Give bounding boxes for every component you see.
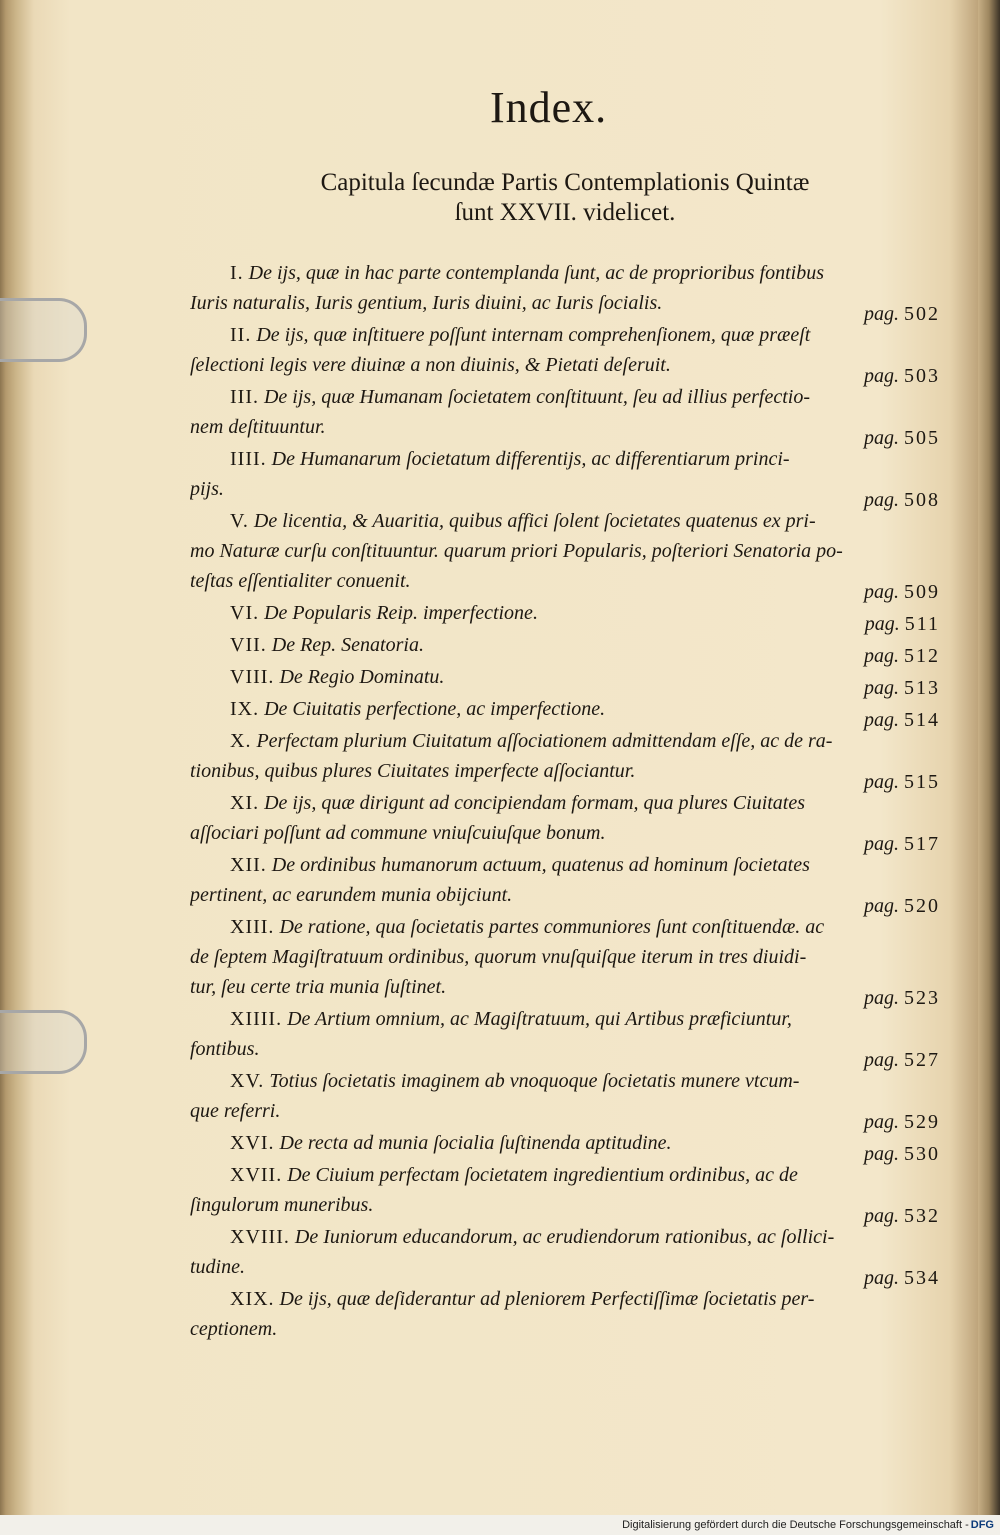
chapter-text: De Rep. Senatoria. [271, 634, 424, 656]
page-number: 509 [904, 581, 940, 603]
page-number: 517 [904, 833, 940, 855]
page-prefix: pag. [864, 645, 899, 667]
page-number: 523 [904, 987, 940, 1009]
page-prefix: pag. [864, 1143, 899, 1165]
chapter-text: de ſeptem Magiſtratuum ordinibus, quorum vnuſquiſque iterum in tres diuidi- [190, 946, 807, 968]
chapter-number: II. [230, 324, 252, 346]
page-number: 529 [904, 1111, 940, 1133]
page-prefix: pag. [864, 895, 899, 917]
page-prefix: pag. [864, 709, 899, 731]
chapter-number: XI. [230, 792, 260, 814]
page-prefix: pag. [864, 1267, 899, 1289]
chapter-line [190, 1096, 940, 1126]
chapter-line [190, 880, 940, 910]
chapter-line [190, 818, 940, 848]
chapter-entry [190, 1222, 940, 1289]
chapter-entry [190, 726, 940, 793]
page-number: 508 [904, 489, 940, 511]
page-prefix: pag. [864, 365, 899, 387]
chapter-line [190, 444, 940, 474]
chapter-line [190, 912, 940, 942]
chapter-text: pijs. [190, 478, 224, 500]
chapter-line [190, 566, 940, 596]
chapter-entry [190, 382, 940, 449]
chapter-entry [190, 850, 940, 917]
chapter-line [190, 942, 940, 972]
chapter-text: pertinent, ac earundem munia obijciunt. [190, 884, 513, 906]
chapter-entry [190, 1284, 940, 1344]
chapter-text: De ijs, quæ inſtituere poſſunt internam comprehenſionem, quæ præeſt [256, 324, 811, 346]
footer-text: Digitalisierung gefördert durch die Deutsche Forschungsgemeinschaft - [622, 1519, 969, 1531]
chapter-number: IX. [230, 698, 260, 720]
chapter-entry [190, 598, 940, 635]
chapter-text: De ijs, quæ dirigunt ad concipiendam formam, qua plures Ciuitates [264, 792, 806, 814]
chapter-number: X. [230, 730, 252, 752]
chapter-line [190, 288, 940, 318]
chapter-text: De Iuniorum educandorum, ac erudiendorum rationibus, ac ſollici- [294, 1226, 835, 1248]
chapter-text: De ordinibus humanorum actuum, quatenus ad hominum ſocietates [271, 854, 810, 876]
page-prefix: pag. [864, 677, 899, 699]
chapter-line [190, 382, 940, 412]
chapter-entry [190, 1128, 940, 1165]
chapter-entry [190, 788, 940, 855]
chapter-text: tionibus, quibus plures Ciuitates imperfecte aſſociantur. [190, 760, 636, 782]
page-number: 527 [904, 1049, 940, 1071]
chapter-number: XIX. [230, 1288, 275, 1310]
chapter-line [190, 1314, 940, 1344]
page-prefix: pag. [864, 303, 899, 325]
chapter-text: ceptionem. [190, 1318, 278, 1340]
book-edge [978, 0, 1000, 1515]
chapter-text: De Ciuitatis perfectione, ac imperfectione. [264, 698, 606, 720]
chapter-number: V. [230, 510, 249, 532]
page-prefix: pag. [864, 833, 899, 855]
chapter-entry [190, 662, 940, 699]
page-number: 505 [904, 427, 940, 449]
chapter-line [190, 1252, 940, 1282]
chapter-entry [190, 320, 940, 387]
chapter-number: III. [230, 386, 259, 408]
chapter-line [190, 598, 940, 628]
chapter-text: De licentia, & Auaritia, quibus affici ſolent ſocietates quatenus ex pri- [253, 510, 816, 532]
chapter-text: De recta ad munia ſocialia ſuſtinenda aptitudine. [279, 1132, 672, 1154]
page-prefix: pag. [864, 771, 899, 793]
chapter-text: De ijs, quæ in hac parte contemplanda ſunt, ac de proprioribus fontibus [248, 262, 825, 284]
chapter-text: De ijs, quæ deſiderantur ad pleniorem Perfectiſſimæ ſocietatis per- [279, 1288, 815, 1310]
page-prefix: pag. [864, 613, 900, 635]
chapter-line [190, 1004, 940, 1034]
chapter-number: I. [230, 262, 244, 284]
chapter-line [190, 1160, 940, 1190]
chapter-text: De Ciuium perfectam ſocietatem ingredientium ordinibus, ac de [287, 1164, 798, 1186]
chapter-entry [190, 694, 940, 731]
chapter-line [190, 1222, 940, 1252]
chapter-line [190, 1128, 940, 1158]
page-number: 502 [904, 303, 940, 325]
chapter-line [190, 788, 940, 818]
chapter-text: De Popularis Reip. imperfectione. [264, 602, 538, 624]
page-prefix: pag. [864, 489, 899, 511]
chapter-line [190, 850, 940, 880]
chapter-line [190, 536, 940, 566]
page-title: Index. [490, 83, 608, 132]
chapter-number: VIII. [230, 666, 275, 688]
chapter-line [190, 320, 940, 350]
chapter-number: XIII. [230, 916, 275, 938]
heading-line-1: Capitula ſecundæ Partis Contemplationis Quintæ [320, 169, 810, 196]
page-number: 514 [904, 709, 940, 731]
page-number: 511 [904, 613, 940, 635]
chapter-text: ſelectioni legis vere diuinæ a non diuinis, & Pietati deſeruit. [190, 354, 671, 376]
chapter-number: XII. [230, 854, 267, 876]
chapter-line [190, 350, 940, 380]
chapter-line [190, 412, 940, 442]
chapter-entry [190, 1160, 940, 1227]
page-prefix: pag. [864, 427, 899, 449]
chapter-list [190, 258, 940, 1346]
chapter-line [190, 258, 940, 288]
chapter-text: fontibus. [190, 1038, 260, 1060]
chapter-number: IIII. [230, 448, 267, 470]
chapter-text: De Humanarum ſocietatum differentijs, ac differentiarum princi- [271, 448, 790, 470]
chapter-number: VI. [230, 602, 260, 624]
chapter-line [190, 726, 940, 756]
chapter-number: VII. [230, 634, 267, 656]
page-prefix: pag. [864, 581, 899, 603]
chapter-line [190, 474, 940, 504]
chapter-line [190, 662, 940, 692]
chapter-line [190, 1034, 940, 1064]
chapter-line [190, 972, 940, 1002]
page-clip-top [0, 298, 87, 362]
chapter-text: tur, ſeu certe tria munia ſuſtinet. [190, 976, 447, 998]
page-prefix: pag. [864, 1111, 899, 1133]
page-prefix: pag. [864, 1205, 899, 1227]
chapter-text: mo Naturæ curſu conſtituuntur. quarum priori Popularis, poſteriori Senatoria po- [190, 540, 843, 562]
chapter-text: De ratione, qua ſocietatis partes communiores ſunt conſtituendæ. ac [279, 916, 825, 938]
chapter-text: teſtas eſſentialiter conuenit. [190, 570, 411, 592]
chapter-line [190, 1284, 940, 1314]
footer-bar [0, 1515, 1000, 1535]
chapter-line [190, 1190, 940, 1220]
page-number: 530 [904, 1143, 940, 1165]
chapter-line [190, 630, 940, 660]
chapter-text: De Artium omnium, ac Magiſtratuum, qui Artibus præficiuntur, [287, 1008, 792, 1030]
chapter-text: De ijs, quæ Humanam ſocietatem conſtituunt, ſeu ad illius perfectio- [263, 386, 811, 408]
chapter-text: ſingulorum muneribus. [190, 1194, 374, 1216]
page-number: 534 [904, 1267, 940, 1289]
chapter-number: XV. [230, 1070, 265, 1092]
chapter-text: De Regio Dominatu. [279, 666, 445, 688]
chapter-number: XVII. [230, 1164, 283, 1186]
chapter-entry [190, 506, 940, 603]
chapter-text: nem deſtituuntur. [190, 416, 326, 438]
heading-line-2: ſunt XXVII. videlicet. [454, 199, 676, 226]
page-number: 515 [904, 771, 940, 793]
chapter-number: XIIII. [230, 1008, 283, 1030]
page-clip-bottom [0, 1010, 87, 1074]
chapter-line [190, 756, 940, 786]
chapter-number: XVIII. [230, 1226, 290, 1248]
chapter-text: Totius ſocietatis imaginem ab vnoquoque ſocietatis munere vtcum- [269, 1070, 800, 1092]
chapter-entry [190, 1004, 940, 1071]
chapter-line [190, 694, 940, 724]
page-number: 503 [904, 365, 940, 387]
chapter-text: que referri. [190, 1100, 281, 1122]
chapter-entry [190, 258, 940, 325]
chapter-entry [190, 1066, 940, 1133]
chapter-entry [190, 912, 940, 1009]
page-number: 520 [904, 895, 940, 917]
page-number: 532 [904, 1205, 940, 1227]
chapter-text: Iuris naturalis, Iuris gentium, Iuris diuini, ac Iuris ſocialis. [190, 292, 663, 314]
chapter-text: aſſociari poſſunt ad commune vniuſcuiuſque bonum. [190, 822, 606, 844]
dfg-logo: DFG [970, 1519, 994, 1531]
chapter-text: Perfectam plurium Ciuitatum aſſociationem admittendam eſſe, ac de ra- [256, 730, 833, 752]
chapter-text: tudine. [190, 1256, 245, 1278]
chapter-number: XVI. [230, 1132, 275, 1154]
page-prefix: pag. [864, 987, 899, 1009]
page-number: 512 [904, 645, 940, 667]
chapter-line [190, 506, 940, 536]
chapter-entry [190, 444, 940, 511]
section-heading [190, 168, 940, 228]
chapter-line [190, 1066, 940, 1096]
page-prefix: pag. [864, 1049, 899, 1071]
chapter-entry [190, 630, 940, 667]
page-number: 513 [904, 677, 940, 699]
